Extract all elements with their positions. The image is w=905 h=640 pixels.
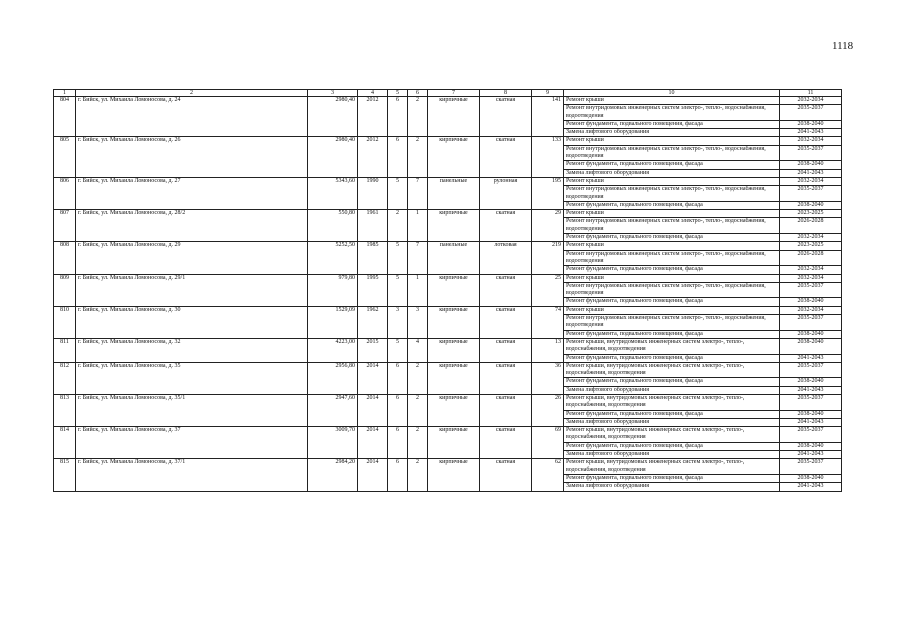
period-cell: 2023-2025 <box>780 242 842 250</box>
residents-cell: 69 <box>532 427 564 459</box>
year-cell: 1995 <box>358 274 388 306</box>
wall-material-cell: панельные <box>428 242 480 274</box>
table-row <box>54 306 842 314</box>
roof-type-cell: скатная <box>480 306 532 338</box>
area-cell: 5252,50 <box>308 242 358 274</box>
work-type-cell: Замена лифтового оборудования <box>564 451 780 459</box>
residents-cell: 133 <box>532 137 564 177</box>
work-type-cell: Ремонт фундамента, подвального помещения, фасада <box>564 266 780 274</box>
column-header: 9 <box>532 90 564 97</box>
floors-cell: 6 <box>388 394 408 426</box>
residents-cell: 141 <box>532 97 564 137</box>
floors-cell: 6 <box>388 97 408 137</box>
address-cell: г. Бийск, ул. Михаила Ломоносова, д. 35 <box>76 362 308 394</box>
floors-cell: 6 <box>388 459 408 491</box>
floors-cell: 6 <box>388 137 408 177</box>
period-cell: 2038-2040 <box>780 410 842 418</box>
area-cell: 4223,00 <box>308 338 358 362</box>
row-number-cell: 807 <box>54 210 76 242</box>
residents-cell: 195 <box>532 177 564 209</box>
period-cell: 2038-2040 <box>780 201 842 209</box>
work-type-cell: Ремонт крыши <box>564 242 780 250</box>
row-number-cell: 812 <box>54 362 76 394</box>
column-header: 7 <box>428 90 480 97</box>
floors-cell: 5 <box>388 274 408 306</box>
period-cell: 2038-2040 <box>780 161 842 169</box>
row-number-cell: 804 <box>54 97 76 137</box>
repair-schedule-table <box>53 89 842 492</box>
work-type-cell: Ремонт внутридомовых инженерных систем электро-, тепло-, водоснабжения, водоотведения <box>564 218 780 234</box>
area-cell: 2947,60 <box>308 394 358 426</box>
work-type-cell: Замена лифтового оборудования <box>564 418 780 426</box>
address-cell: г. Бийск, ул. Михаила Ломоносова, д. 37/1 <box>76 459 308 491</box>
area-cell: 2980,40 <box>308 137 358 177</box>
work-type-cell: Замена лифтового оборудования <box>564 483 780 491</box>
row-number-cell: 810 <box>54 306 76 338</box>
wall-material-cell: кирпичные <box>428 97 480 137</box>
roof-type-cell: скатная <box>480 427 532 459</box>
work-type-cell: Ремонт крыши <box>564 306 780 314</box>
year-cell: 1962 <box>358 306 388 338</box>
column-header: 10 <box>564 90 780 97</box>
work-type-cell: Ремонт внутридомовых инженерных систем электро-, тепло-, водоснабжения, водоотведения <box>564 145 780 161</box>
roof-type-cell: рулонная <box>480 177 532 209</box>
period-cell: 2035-2037 <box>780 282 842 298</box>
page-number: 1118 <box>832 40 854 52</box>
period-cell: 2041-2043 <box>780 483 842 491</box>
year-cell: 1985 <box>358 242 388 274</box>
entrances-cell: 2 <box>408 97 428 137</box>
work-type-cell: Ремонт внутридомовых инженерных систем электро-, тепло-, водоснабжения, водоотведения <box>564 282 780 298</box>
period-cell: 2041-2043 <box>780 418 842 426</box>
work-type-cell: Ремонт фундамента, подвального помещения, фасада <box>564 410 780 418</box>
address-cell: г. Бийск, ул. Михаила Ломоносова, д. 27 <box>76 177 308 209</box>
wall-material-cell: кирпичные <box>428 137 480 177</box>
roof-type-cell: скатная <box>480 394 532 426</box>
work-type-cell: Ремонт крыши, внутридомовых инженерных систем электро-, тепло-, водоснабжения, водоотведения <box>564 338 780 354</box>
entrances-cell: 1 <box>408 210 428 242</box>
table-row <box>54 97 842 105</box>
year-cell: 2012 <box>358 137 388 177</box>
column-header: 11 <box>780 90 842 97</box>
work-type-cell: Ремонт внутридомовых инженерных систем электро-, тепло-, водоснабжения, водоотведения <box>564 250 780 266</box>
period-cell: 2038-2040 <box>780 474 842 482</box>
year-cell: 1990 <box>358 177 388 209</box>
period-cell: 2041-2043 <box>780 169 842 177</box>
period-cell: 2035-2037 <box>780 459 842 475</box>
work-type-cell: Ремонт фундамента, подвального помещения, фасада <box>564 201 780 209</box>
residents-cell: 62 <box>532 459 564 491</box>
work-type-cell: Ремонт крыши, внутридомовых инженерных систем электро-, тепло-, водоснабжения, водоотведения <box>564 427 780 443</box>
floors-cell: 5 <box>388 177 408 209</box>
wall-material-cell: кирпичные <box>428 210 480 242</box>
table-row <box>54 210 842 218</box>
period-cell: 2035-2037 <box>780 315 842 331</box>
work-type-cell: Ремонт крыши, внутридомовых инженерных систем электро-, тепло-, водоснабжения, водоотведения <box>564 362 780 378</box>
year-cell: 2014 <box>358 394 388 426</box>
period-cell: 2035-2037 <box>780 105 842 121</box>
area-cell: 979,80 <box>308 274 358 306</box>
work-type-cell: Ремонт фундамента, подвального помещения, фасада <box>564 298 780 306</box>
column-header: 1 <box>54 90 76 97</box>
work-type-cell: Ремонт фундамента, подвального помещения, фасада <box>564 234 780 242</box>
area-cell: 1529,09 <box>308 306 358 338</box>
wall-material-cell: кирпичные <box>428 427 480 459</box>
residents-cell: 29 <box>532 210 564 242</box>
period-cell: 2035-2037 <box>780 427 842 443</box>
row-number-cell: 808 <box>54 242 76 274</box>
work-type-cell: Ремонт внутридомовых инженерных систем электро-, тепло-, водоснабжения, водоотведения <box>564 186 780 202</box>
wall-material-cell: кирпичные <box>428 362 480 394</box>
table-row <box>54 394 842 410</box>
column-header: 2 <box>76 90 308 97</box>
address-cell: г. Бийск, ул. Михаила Ломоносова, д. 35/1 <box>76 394 308 426</box>
roof-type-cell: скатная <box>480 137 532 177</box>
period-cell: 2038-2040 <box>780 338 842 354</box>
entrances-cell: 4 <box>408 338 428 362</box>
roof-type-cell: скатная <box>480 362 532 394</box>
work-type-cell: Ремонт крыши, внутридомовых инженерных систем электро-, тепло-, водоснабжения, водоотведения <box>564 394 780 410</box>
period-cell: 2032-2034 <box>780 274 842 282</box>
area-cell: 2956,80 <box>308 362 358 394</box>
year-cell: 2015 <box>358 338 388 362</box>
wall-material-cell: кирпичные <box>428 274 480 306</box>
period-cell: 2032-2034 <box>780 137 842 145</box>
period-cell: 2032-2034 <box>780 177 842 185</box>
work-type-cell: Ремонт фундамента, подвального помещения, фасада <box>564 161 780 169</box>
area-cell: 2984,20 <box>308 459 358 491</box>
floors-cell: 6 <box>388 427 408 459</box>
column-header: 5 <box>388 90 408 97</box>
address-cell: г. Бийск, ул. Михаила Ломоносова, д. 24 <box>76 97 308 137</box>
work-type-cell: Ремонт фундамента, подвального помещения, фасада <box>564 442 780 450</box>
address-cell: г. Бийск, ул. Михаила Ломоносова, д. 29/1 <box>76 274 308 306</box>
wall-material-cell: кирпичные <box>428 306 480 338</box>
floors-cell: 5 <box>388 242 408 274</box>
residents-cell: 13 <box>532 338 564 362</box>
period-cell: 2035-2037 <box>780 145 842 161</box>
residents-cell: 36 <box>532 362 564 394</box>
floors-cell: 6 <box>388 362 408 394</box>
period-cell: 2038-2040 <box>780 120 842 128</box>
roof-type-cell: скатная <box>480 274 532 306</box>
period-cell: 2032-2034 <box>780 234 842 242</box>
table-row <box>54 274 842 282</box>
table-body <box>54 90 842 492</box>
year-cell: 2012 <box>358 97 388 137</box>
area-cell: 2980,40 <box>308 97 358 137</box>
entrances-cell: 7 <box>408 177 428 209</box>
year-cell: 2014 <box>358 427 388 459</box>
address-cell: г. Бийск, ул. Михаила Ломоносова, д. 26 <box>76 137 308 177</box>
roof-type-cell: скатная <box>480 338 532 362</box>
work-type-cell: Ремонт крыши <box>564 137 780 145</box>
column-header: 6 <box>408 90 428 97</box>
period-cell: 2041-2043 <box>780 129 842 137</box>
work-type-cell: Ремонт внутридомовых инженерных систем электро-, тепло-, водоснабжения, водоотведения <box>564 315 780 331</box>
entrances-cell: 7 <box>408 242 428 274</box>
row-number-cell: 811 <box>54 338 76 362</box>
address-cell: г. Бийск, ул. Михаила Ломоносова, д. 30 <box>76 306 308 338</box>
table-row <box>54 427 842 443</box>
wall-material-cell: панельные <box>428 177 480 209</box>
work-type-cell: Ремонт фундамента, подвального помещения, фасада <box>564 474 780 482</box>
entrances-cell: 2 <box>408 362 428 394</box>
work-type-cell: Замена лифтового оборудования <box>564 129 780 137</box>
period-cell: 2032-2034 <box>780 306 842 314</box>
period-cell: 2035-2037 <box>780 186 842 202</box>
period-cell: 2041-2043 <box>780 451 842 459</box>
period-cell: 2032-2034 <box>780 266 842 274</box>
table-row <box>54 242 842 250</box>
wall-material-cell: кирпичные <box>428 338 480 362</box>
column-header: 3 <box>308 90 358 97</box>
period-cell: 2026-2028 <box>780 250 842 266</box>
wall-material-cell: кирпичные <box>428 394 480 426</box>
table-row <box>54 459 842 475</box>
address-cell: г. Бийск, ул. Михаила Ломоносова, д. 37 <box>76 427 308 459</box>
period-cell: 2035-2037 <box>780 362 842 378</box>
table-row <box>54 338 842 354</box>
period-cell: 2041-2043 <box>780 354 842 362</box>
work-type-cell: Ремонт фундамента, подвального помещения, фасада <box>564 120 780 128</box>
period-cell: 2038-2040 <box>780 442 842 450</box>
period-cell: 2038-2040 <box>780 298 842 306</box>
area-cell: 3009,70 <box>308 427 358 459</box>
table-row <box>54 362 842 378</box>
period-cell: 2035-2037 <box>780 394 842 410</box>
address-cell: г. Бийск, ул. Михаила Ломоносова, д. 32 <box>76 338 308 362</box>
row-number-cell: 809 <box>54 274 76 306</box>
row-number-cell: 814 <box>54 427 76 459</box>
area-cell: 550,80 <box>308 210 358 242</box>
year-cell: 1961 <box>358 210 388 242</box>
floors-cell: 5 <box>388 338 408 362</box>
row-number-cell: 813 <box>54 394 76 426</box>
work-type-cell: Ремонт крыши <box>564 274 780 282</box>
work-type-cell: Ремонт крыши, внутридомовых инженерных систем электро-, тепло-, водоснабжения, водоотведения <box>564 459 780 475</box>
entrances-cell: 3 <box>408 306 428 338</box>
work-type-cell: Ремонт фундамента, подвального помещения, фасада <box>564 330 780 338</box>
floors-cell: 3 <box>388 306 408 338</box>
entrances-cell: 2 <box>408 137 428 177</box>
address-cell: г. Бийск, ул. Михаила Ломоносова, д. 28/2 <box>76 210 308 242</box>
area-cell: 5343,60 <box>308 177 358 209</box>
row-number-cell: 806 <box>54 177 76 209</box>
period-cell: 2041-2043 <box>780 386 842 394</box>
year-cell: 2014 <box>358 362 388 394</box>
work-type-cell: Ремонт внутридомовых инженерных систем электро-, тепло-, водоснабжения, водоотведения <box>564 105 780 121</box>
residents-cell: 26 <box>532 394 564 426</box>
residents-cell: 25 <box>532 274 564 306</box>
roof-type-cell: лотковая <box>480 242 532 274</box>
table-row <box>54 177 842 185</box>
period-cell: 2032-2034 <box>780 97 842 105</box>
entrances-cell: 2 <box>408 459 428 491</box>
row-number-cell: 805 <box>54 137 76 177</box>
work-type-cell: Ремонт фундамента, подвального помещения, фасада <box>564 354 780 362</box>
work-type-cell: Ремонт крыши <box>564 177 780 185</box>
work-type-cell: Ремонт крыши <box>564 210 780 218</box>
roof-type-cell: скатная <box>480 97 532 137</box>
column-header: 4 <box>358 90 388 97</box>
wall-material-cell: кирпичные <box>428 459 480 491</box>
entrances-cell: 1 <box>408 274 428 306</box>
work-type-cell: Ремонт фундамента, подвального помещения, фасада <box>564 378 780 386</box>
work-type-cell: Замена лифтового оборудования <box>564 386 780 394</box>
work-type-cell: Ремонт крыши <box>564 97 780 105</box>
address-cell: г. Бийск, ул. Михаила Ломоносова, д. 29 <box>76 242 308 274</box>
work-type-cell: Замена лифтового оборудования <box>564 169 780 177</box>
table-row <box>54 137 842 145</box>
residents-cell: 74 <box>532 306 564 338</box>
period-cell: 2038-2040 <box>780 378 842 386</box>
entrances-cell: 2 <box>408 427 428 459</box>
period-cell: 2026-2028 <box>780 218 842 234</box>
column-header: 8 <box>480 90 532 97</box>
row-number-cell: 815 <box>54 459 76 491</box>
roof-type-cell: скатная <box>480 210 532 242</box>
entrances-cell: 2 <box>408 394 428 426</box>
period-cell: 2038-2040 <box>780 330 842 338</box>
residents-cell: 219 <box>532 242 564 274</box>
period-cell: 2023-2025 <box>780 210 842 218</box>
year-cell: 2014 <box>358 459 388 491</box>
floors-cell: 2 <box>388 210 408 242</box>
roof-type-cell: скатная <box>480 459 532 491</box>
column-number-row <box>54 90 842 97</box>
